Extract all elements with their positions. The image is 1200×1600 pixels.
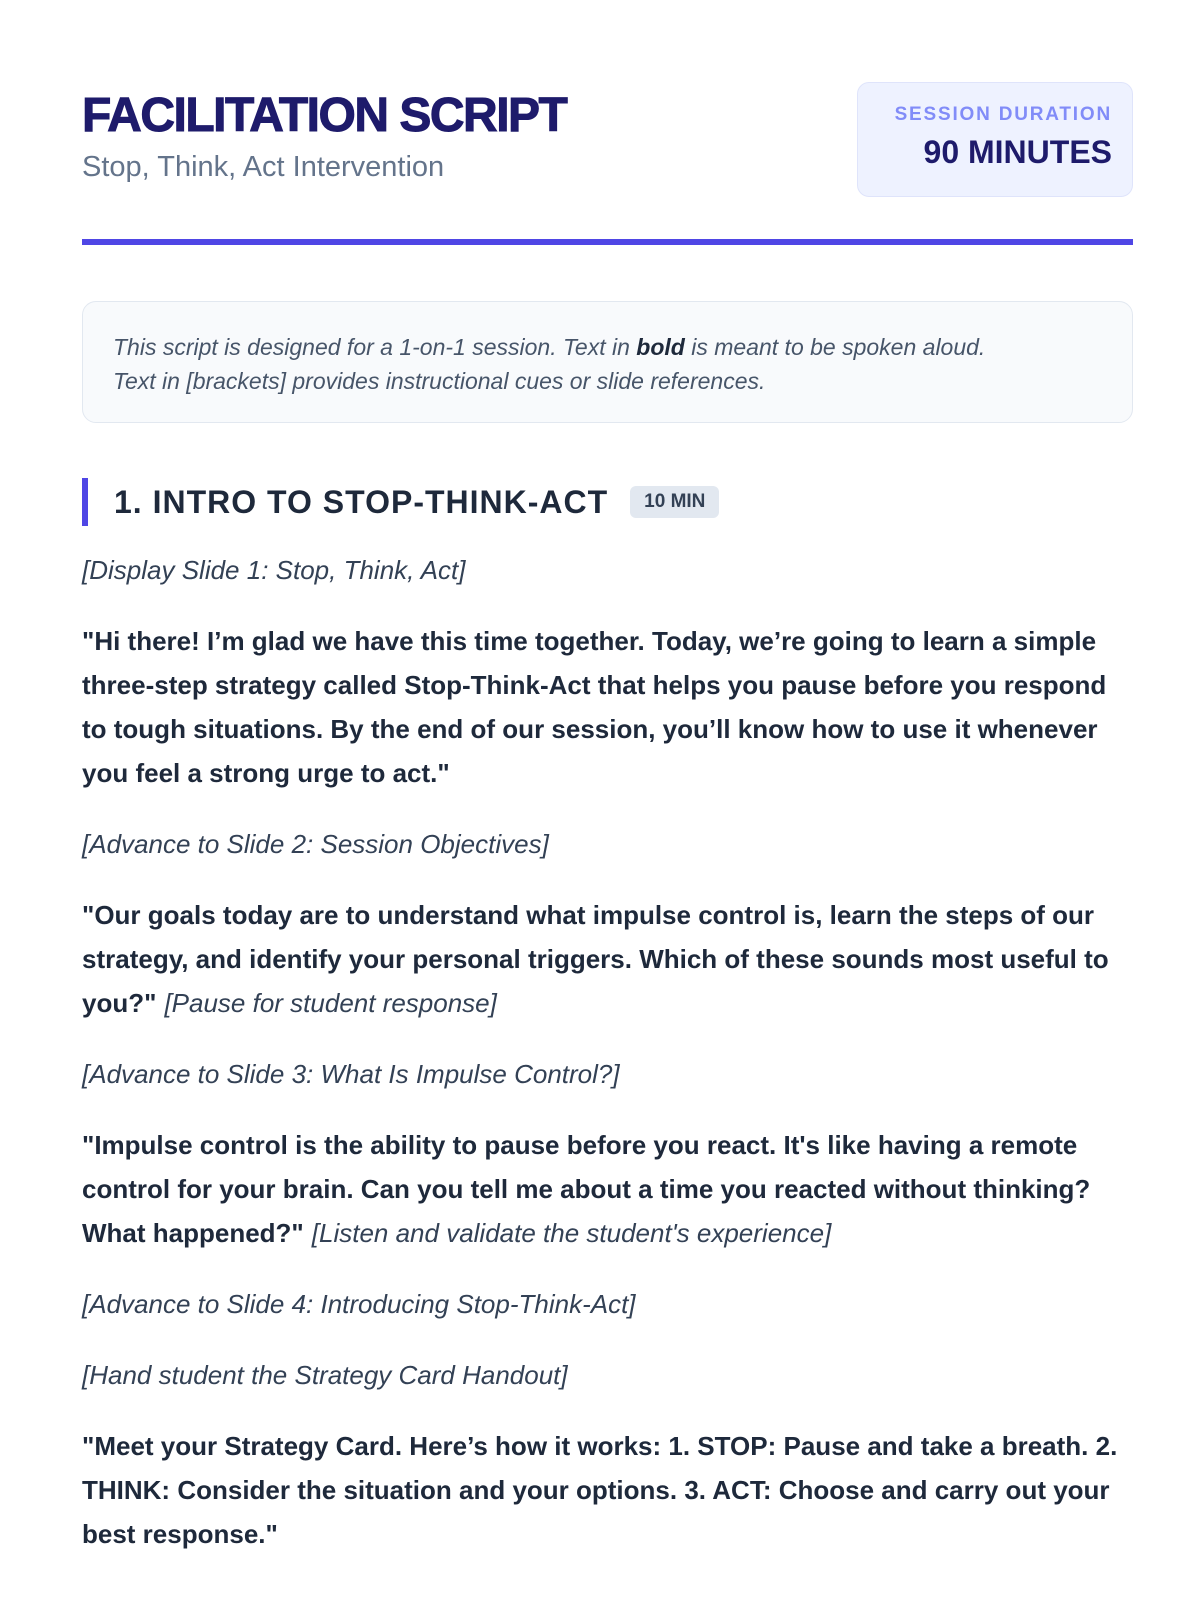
document-header bbox=[82, 82, 1133, 242]
inline-instruction-cue: [Listen and validate the student's experience] bbox=[311, 1218, 832, 1248]
section-duration-badge: 10 MIN bbox=[630, 486, 719, 518]
inline-instruction-cue: [Pause for student response] bbox=[164, 988, 497, 1018]
session-duration-box bbox=[857, 82, 1133, 197]
spoken-text: "Our goals today are to understand what impulse control is, learn the steps of our strategy, and identify your personal triggers. Which of these sounds most useful to you?" bbox=[82, 900, 1109, 1018]
document-subtitle: Stop, Think, Act Intervention bbox=[82, 151, 445, 183]
section-title: 1. INTRO TO STOP-THINK-ACT bbox=[114, 483, 609, 520]
instruction-note-line-2: Text in [brackets] provides instructional cues or slide references. bbox=[113, 368, 766, 394]
spoken-text-with-cue bbox=[82, 893, 1133, 1025]
note-line1-suffix: is meant to be spoken aloud. bbox=[684, 334, 986, 360]
session-duration-label: SESSION DURATION bbox=[894, 104, 1112, 125]
instruction-cue: [Advance to Slide 3: What Is Impulse Control?] bbox=[82, 1059, 620, 1089]
spoken-text: "Hi there! I’m glad we have this time together. Today, we’re going to learn a simple three-step strategy called Stop-Think-Act that helps you pause before you respond to tough situations. By the end of our session, you’ll know how to use it whenever you feel a strong urge to act." bbox=[82, 626, 1107, 788]
header-divider bbox=[82, 239, 1133, 245]
script-content bbox=[82, 548, 1133, 1583]
instruction-cue: [Advance to Slide 2: Session Objectives] bbox=[82, 829, 549, 859]
section-accent-bar bbox=[82, 478, 88, 526]
session-duration-value: 90 MINUTES bbox=[923, 134, 1112, 170]
note-line1-prefix: This script is designed for a 1-on-1 session. Text in bbox=[113, 334, 637, 360]
section-heading bbox=[82, 478, 719, 526]
instruction-cue: [Advance to Slide 4: Introducing Stop-Think-Act] bbox=[82, 1289, 636, 1319]
instruction-cue: [Display Slide 1: Stop, Think, Act] bbox=[82, 555, 466, 585]
instruction-cue: [Hand student the Strategy Card Handout] bbox=[82, 1360, 568, 1390]
spoken-text: "Meet your Strategy Card. Here’s how it works: 1. STOP: Pause and take a breath. 2. THINK: Consider the situation and your options. 3. ACT: Choose and carry out your best response." bbox=[82, 1431, 1118, 1549]
spoken-text-with-cue bbox=[82, 1123, 1133, 1255]
document-title: FACILITATION SCRIPT bbox=[82, 89, 567, 142]
instruction-note-line-1 bbox=[113, 330, 1102, 364]
note-line1-bold: bold bbox=[636, 334, 685, 360]
instruction-note bbox=[82, 301, 1133, 423]
spoken-text: "Impulse control is the ability to pause before you react. It's like having a remote control for your brain. Can you tell me about a time you reacted without thinking? What happened?" bbox=[82, 1130, 1091, 1248]
